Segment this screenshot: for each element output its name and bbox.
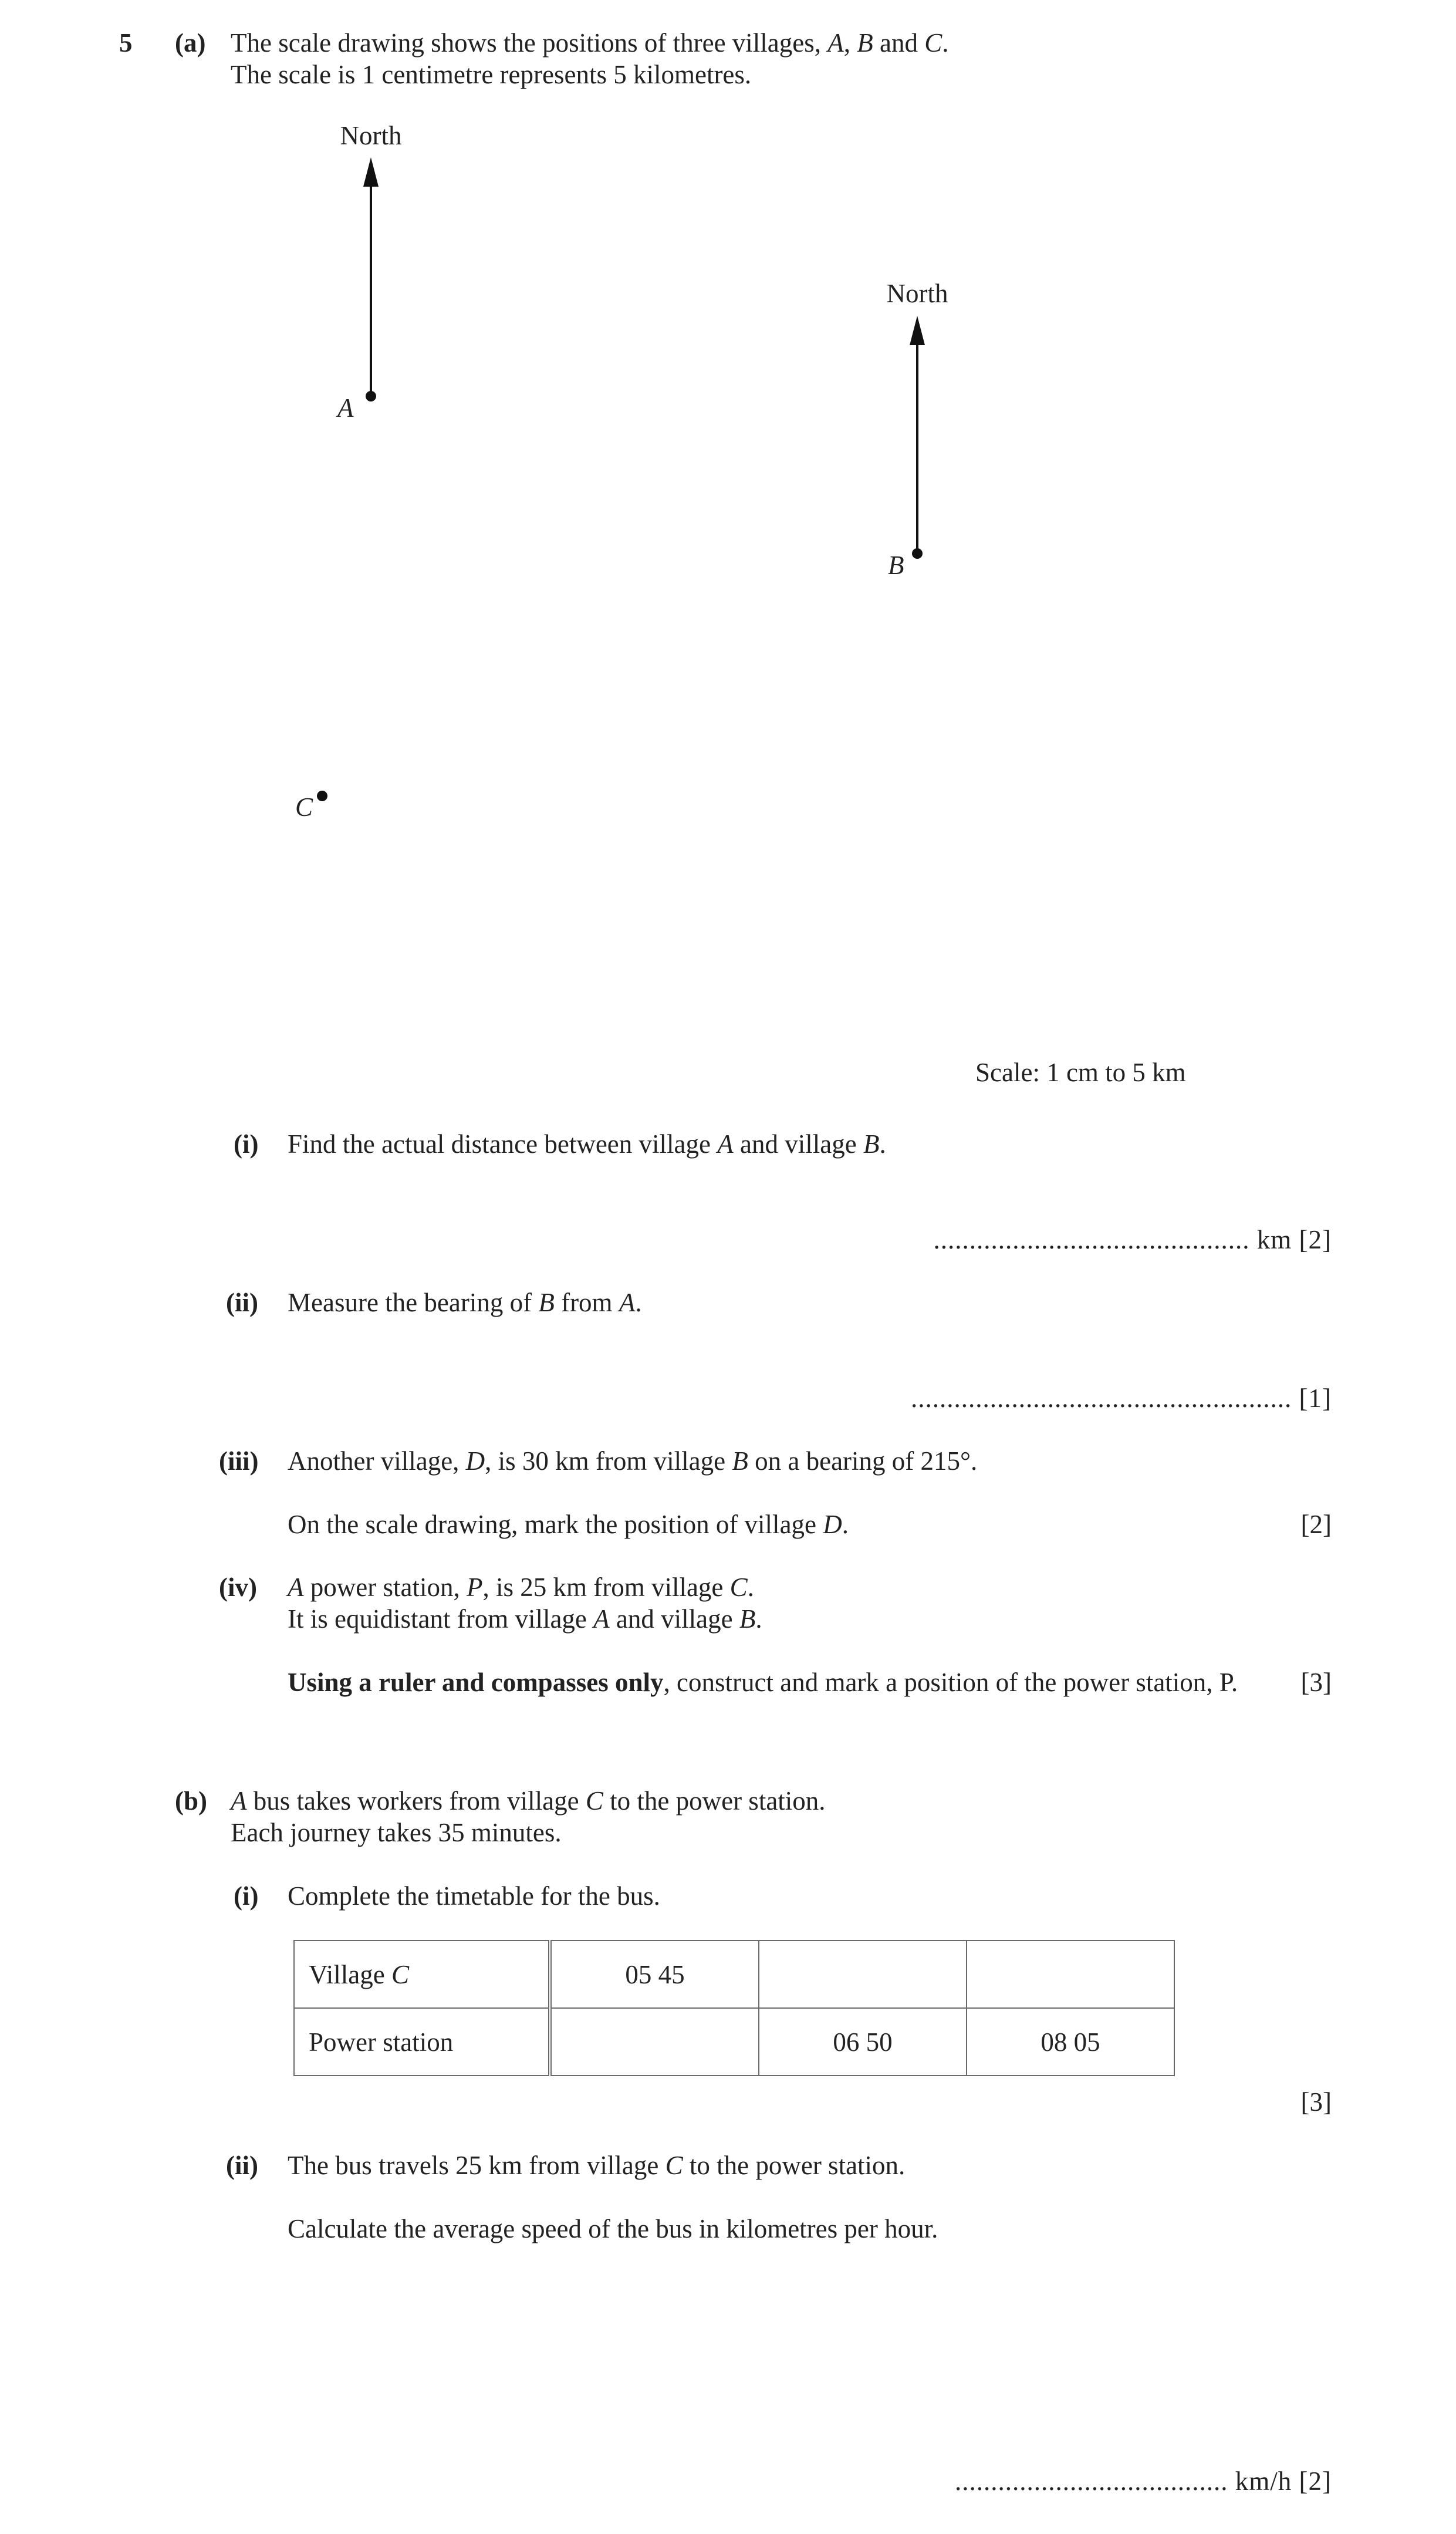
part-b-label: (b) — [175, 1786, 207, 1816]
answer-line-speed[interactable]: ...................................... km/h [2] — [955, 2466, 1332, 2496]
part-b-i-marks: [3] — [1300, 2087, 1332, 2117]
row-label-power-station: Power station — [294, 2008, 550, 2076]
bus-timetable — [293, 1940, 1175, 2076]
village-b-point — [912, 548, 923, 559]
row-label-village-c: Village C — [294, 1941, 550, 2008]
part-a-i-label: (i) — [234, 1129, 259, 1159]
part-a-iv-instruction — [288, 1666, 1238, 1698]
village-c-point — [317, 791, 327, 801]
part-a-iii-instruction: On the scale drawing, mark the position of village D. — [288, 1510, 849, 1539]
table-cell: 08 05 — [967, 2008, 1174, 2076]
part-a-iv-line1: A power station, P, is 25 km from village C. — [288, 1573, 754, 1602]
village-c-label: C — [295, 792, 313, 822]
part-a-intro-line1: The scale drawing shows the positions of three villages, A, B and C. — [231, 28, 949, 58]
part-a-iv-line2: It is equidistant from village A and village B. — [288, 1604, 762, 1634]
part-b-ii-line2: Calculate the average speed of the bus in kilometres per hour. — [288, 2214, 938, 2243]
north-label-b: North — [886, 279, 948, 308]
table-row — [294, 1941, 1174, 2008]
part-a-ii-label: (ii) — [226, 1288, 258, 1317]
village-a-label: A — [337, 393, 354, 423]
part-b-ii-label: (ii) — [226, 2151, 258, 2180]
table-cell-blank[interactable] — [759, 1941, 967, 2008]
question-number: 5 — [119, 28, 133, 58]
scale-drawing — [0, 0, 1456, 1115]
village-b-label: B — [888, 551, 904, 580]
table-cell-blank[interactable] — [967, 1941, 1174, 2008]
table-cell: 05 45 — [550, 1941, 759, 2008]
table-cell: 06 50 — [759, 2008, 967, 2076]
part-a-iii-label: (iii) — [219, 1446, 259, 1476]
answer-line-distance[interactable]: ............................................ km [2] — [933, 1225, 1332, 1254]
part-a-iv-label: (iv) — [219, 1573, 257, 1602]
part-a-i-text: Find the actual distance between village A and village B. — [288, 1129, 886, 1159]
north-arrow-b-icon — [910, 316, 925, 345]
instruction-rest: , construct and mark a position of the power station, P. — [663, 1668, 1238, 1697]
part-b-line1: A bus takes workers from village C to the power station. — [231, 1786, 826, 1816]
part-a-ii-text: Measure the bearing of B from A. — [288, 1288, 642, 1317]
part-b-i-text: Complete the timetable for the bus. — [288, 1881, 660, 1911]
table-cell-blank[interactable] — [550, 2008, 759, 2076]
instruction-bold: Using a ruler and compasses only — [288, 1668, 664, 1697]
part-a-intro-line2: The scale is 1 centimetre represents 5 kilometres. — [231, 60, 752, 89]
part-b-i-label: (i) — [234, 1881, 259, 1911]
part-a-iv-marks: [3] — [1300, 1668, 1332, 1697]
village-a-point — [366, 391, 376, 401]
part-a-label: (a) — [175, 28, 206, 58]
answer-line-bearing[interactable]: ..................................................... [1] — [911, 1384, 1332, 1413]
part-a-iii-marks: [2] — [1300, 1510, 1332, 1539]
north-label-a: North — [340, 121, 402, 150]
north-arrow-a-icon — [363, 157, 379, 187]
scale-note: Scale: 1 cm to 5 km — [975, 1058, 1186, 1087]
part-a-iii-text: Another village, D, is 30 km from village B on a bearing of 215°. — [288, 1446, 978, 1476]
part-b-ii-line1: The bus travels 25 km from village C to the power station. — [288, 2151, 906, 2180]
table-row — [294, 2008, 1174, 2076]
part-b-line2: Each journey takes 35 minutes. — [231, 1818, 562, 1847]
